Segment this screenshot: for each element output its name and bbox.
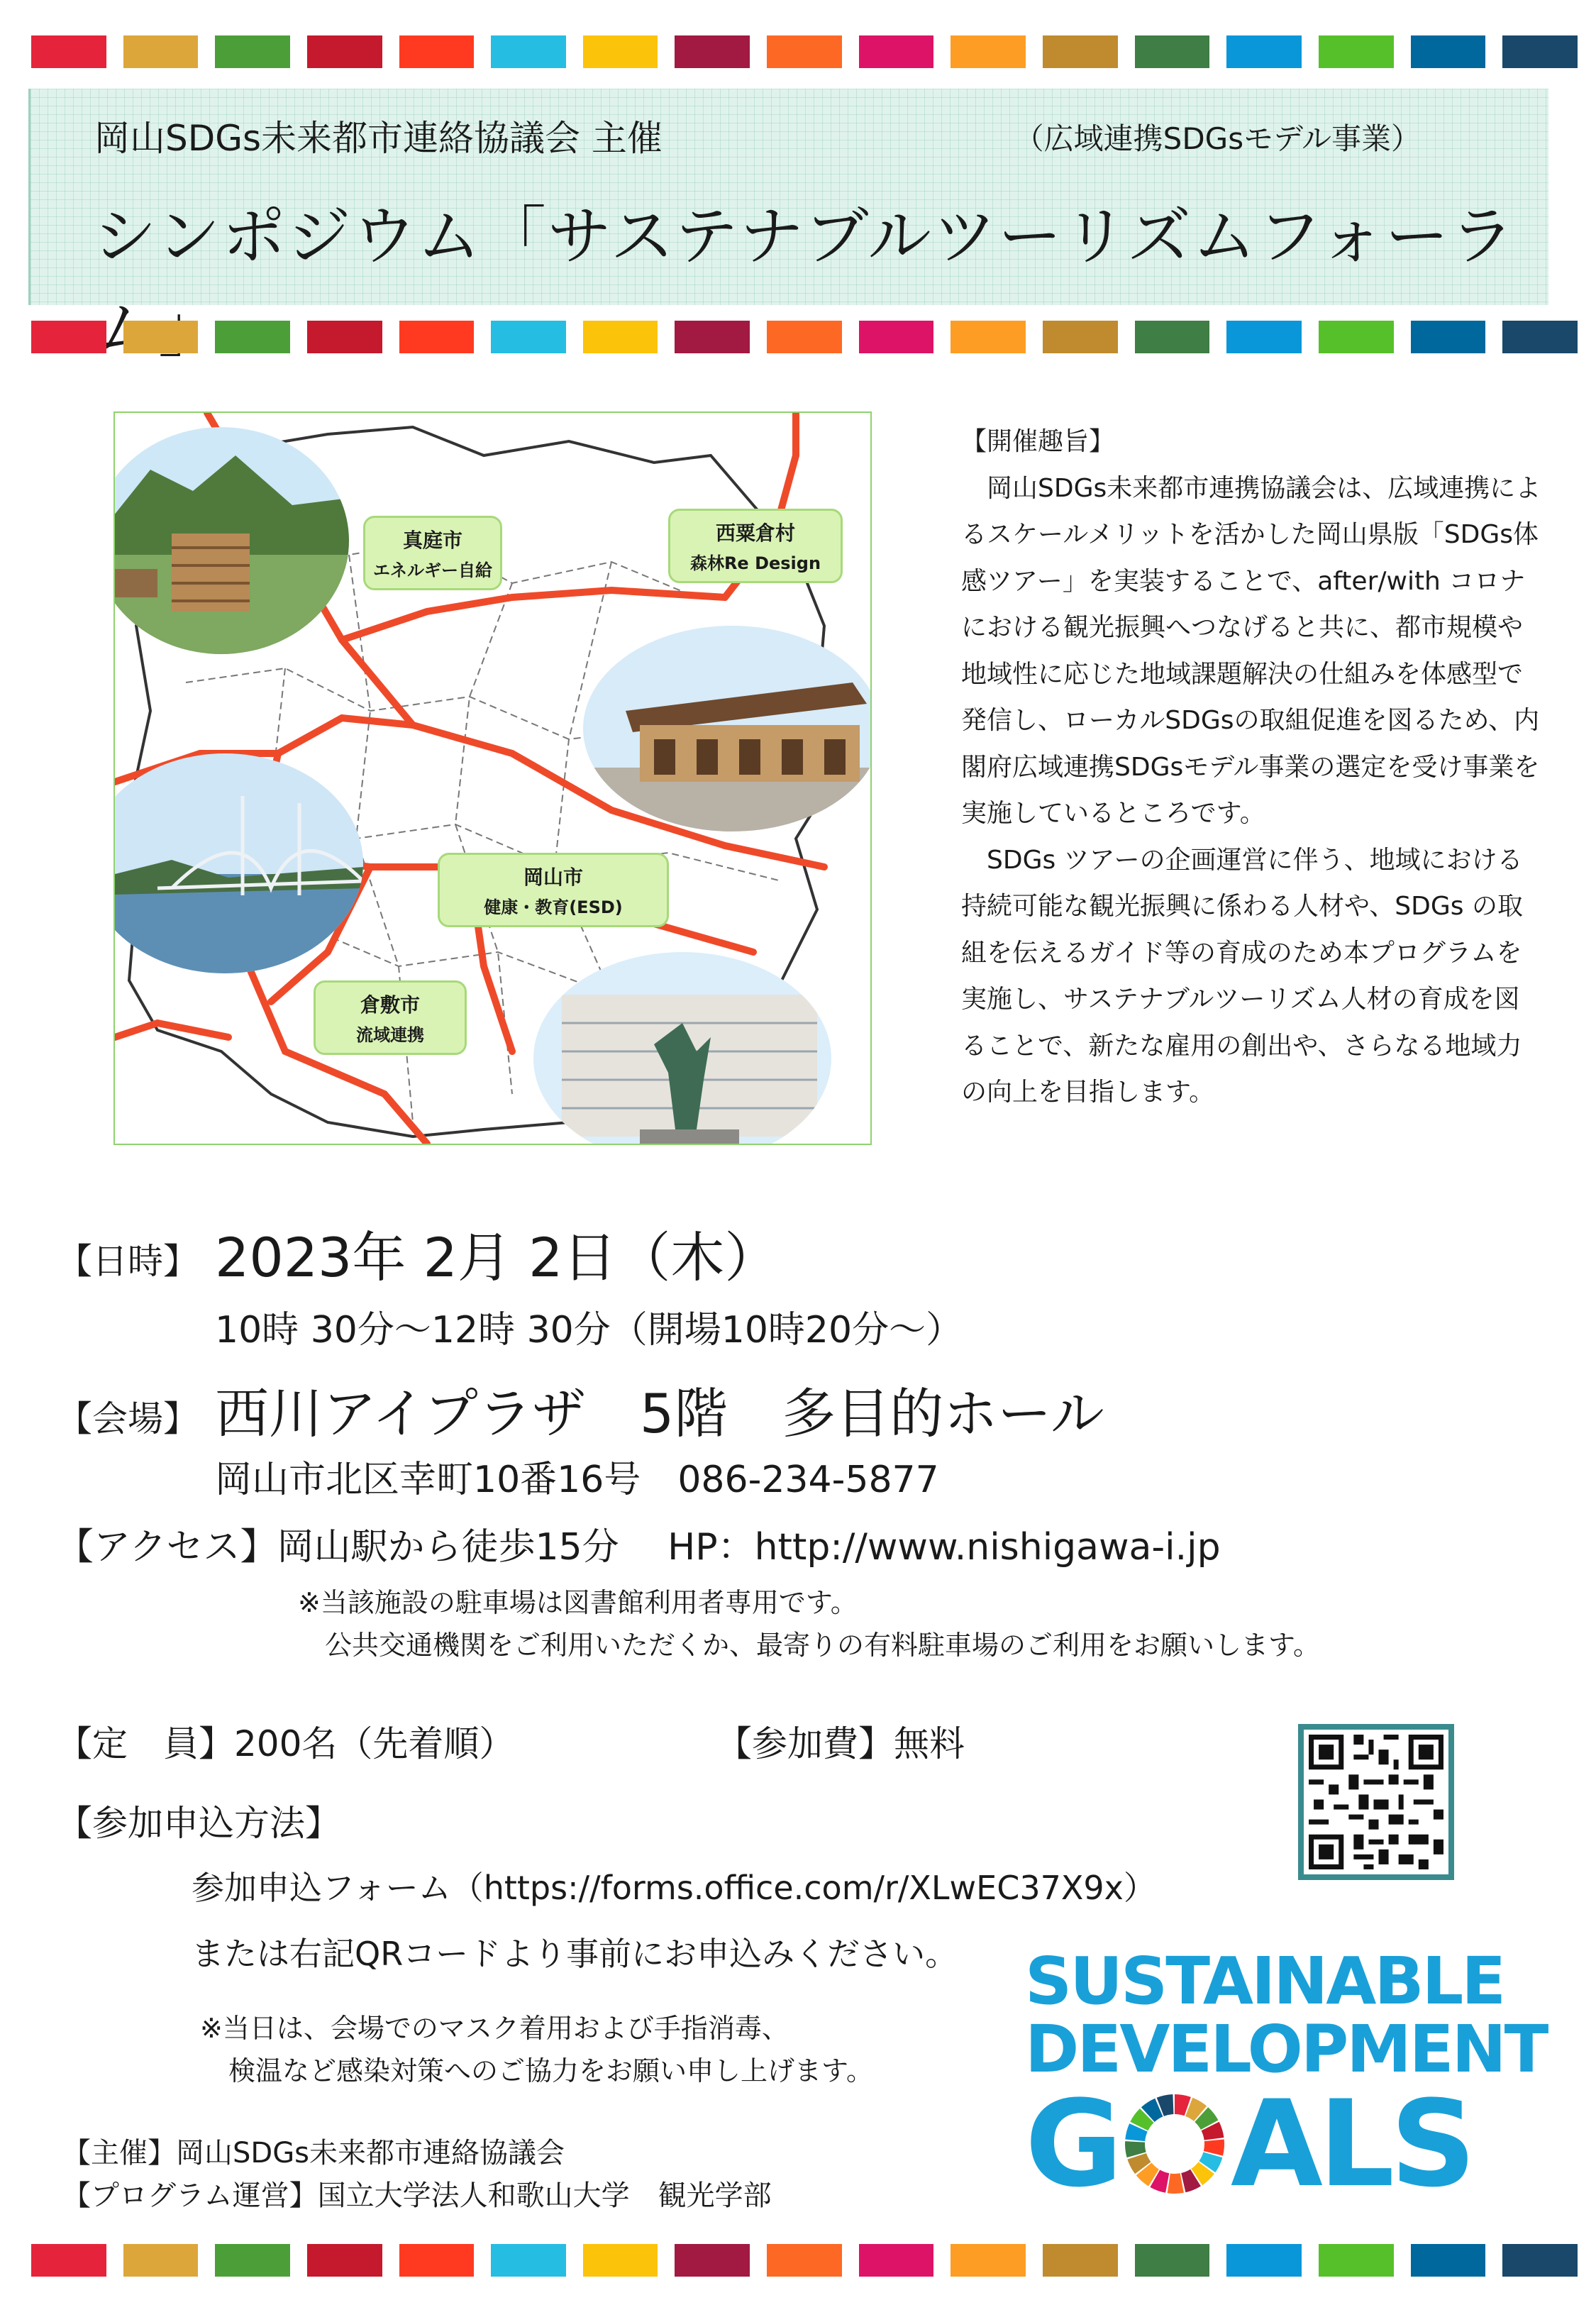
stripe-color-block [1502,2244,1578,2277]
stripe-color-block [1319,321,1394,353]
nishiawakura-photo-art [583,626,872,831]
stripe-color-block [31,35,106,68]
stripe-color-block [1411,35,1486,68]
stripe-color-block [1135,2244,1210,2277]
stripe-color-block [767,321,842,353]
stripe-color-block [307,35,382,68]
stripe-color-block [307,321,382,353]
stripe-color-block [399,321,475,353]
stripe-color-block [583,2244,658,2277]
header-banner [28,89,1548,305]
venue-address: 岡山市北区幸町10番16号 086-234-5877 [215,1459,939,1501]
okayama-map-illustration [113,411,872,1145]
stripe-color-block [951,321,1026,353]
date-label: 【日時】 [57,1241,199,1282]
apply-form-link[interactable]: 参加申込フォーム（https://forms.office.com/r/XLwEC37X9x） [192,1869,1156,1907]
stripe-color-block [1411,2244,1486,2277]
stripe-color-block [675,2244,750,2277]
stripe-color-block [859,35,934,68]
stripe-color-block [215,35,290,68]
stripe-color-block [123,35,199,68]
stripe-color-block [951,35,1026,68]
purpose-paragraph-1: 岡山SDGs未来都市連携協議会は、広域連携によるスケールメリットを活かした岡山県版「SDGs体感ツアー」を実装することで、after/with コロナにおける観光振興へつなげると共に、都市規模や地域性に応じた地域課題解決の仕組みを体感型で発信し、ローカルSDGsの取組促進を図るため、内閣府広域連携SDGsモデル事業の選定を受け事業を実施しているところです。 [961,473,1541,828]
sdgs-logo-als: ALS [1230,2074,1472,2213]
parking-note-1: ※当該施設の駐車場は図書館利用者専用です。 [298,1587,858,1618]
sdgs-logo [1025,1943,1547,2213]
stripe-color-block [399,35,475,68]
page-title: シンポジウム「サステナブルツーリズムフォーラ [93,199,1516,274]
stripe-color-block [307,2244,382,2277]
stripe-color-block [123,2244,199,2277]
stripe-color-block [123,321,199,353]
mask-note-1: ※当日は、会場でのマスク着用および手指消毒、 [200,2013,789,2044]
sdg-color-stripe-middle [31,321,1578,353]
stripe-color-block [491,2244,566,2277]
stripe-color-block [1043,321,1118,353]
sdg-color-stripe-top [31,35,1578,68]
city-label-okayama: 岡山市 健康・教育(ESD) [438,853,669,927]
sdgs-logo-line1: SUSTAINABLE [1025,1943,1504,2019]
sdgs-logo-line2: DEVELOPMENT [1025,2011,1547,2087]
event-purpose [961,419,1543,1116]
capacity-info: 【定 員】200名（先着順） [57,1723,515,1764]
fee-info: 【参加費】無料 [716,1723,965,1764]
event-date: 2023年 2月 2日（木） [215,1226,779,1289]
stripe-color-block [1502,321,1578,353]
stripe-color-block [1502,35,1578,68]
stripe-color-block [675,321,750,353]
nishiawakura-photo [583,626,872,831]
stripe-color-block [583,35,658,68]
stripe-color-block [1043,2244,1118,2277]
sdgs-logo-g: G [1025,2074,1119,2213]
stripe-color-block [1226,2244,1302,2277]
stripe-color-block [767,2244,842,2277]
parking-note-2: 公共交通機関をご利用いただくか、最寄りの有料駐車場のご利用をお願いします。 [325,1630,1320,1661]
qr-code-pattern [1304,1730,1448,1874]
venue-name: 西川アイプラザ 5階 多目的ホール [215,1382,1104,1445]
city-label-kurashiki: 倉敷市 流域連携 [314,980,467,1055]
stripe-color-block [1043,35,1118,68]
stripe-color-block [859,2244,934,2277]
stripe-color-block [31,321,106,353]
stripe-color-block [1319,2244,1394,2277]
purpose-paragraph-2: SDGs ツアーの企画運営に伴う、地域における持続可能な観光振興に係わる人材や、SDGs の取組を伝えるガイド等の育成のため本プログラムを実施し、サステナブルツーリズム人材の育成を図ることで、新たな雇用の創出や、さらなる地域力の向上を目指します。 [961,845,1523,1107]
model-project-text: （広域連携SDGsモデル事業） [1014,121,1421,156]
mask-note-2: 検温など感染対策へのご協力をお願い申し上げます。 [228,2055,873,2086]
stripe-color-block [31,2244,106,2277]
stripe-color-block [1135,35,1210,68]
stripe-color-block [1411,321,1486,353]
apply-method-label: 【参加申込方法】 [57,1803,340,1844]
city-label-nishiawakura: 西粟倉村 森林Re Design [668,509,843,583]
sdg-color-stripe-bottom [31,2244,1578,2277]
registration-qr-code[interactable] [1298,1724,1454,1880]
event-time: 10時 30分～12時 30分（開場10時20分～） [215,1309,963,1352]
venue-label: 【会場】 [57,1398,199,1439]
stripe-color-block [1319,35,1394,68]
stripe-color-block [491,321,566,353]
stripe-color-block [215,2244,290,2277]
stripe-color-block [215,321,290,353]
footer-program: 【プログラム運営】国立大学法人和歌山大学 観光学部 [62,2179,772,2212]
stripe-color-block [1135,321,1210,353]
stripe-color-block [491,35,566,68]
stripe-color-block [1226,321,1302,353]
stripe-color-block [859,321,934,353]
stripe-color-block [1226,35,1302,68]
wheel-segment [1168,2173,1184,2194]
stripe-color-block [675,35,750,68]
stripe-color-block [583,321,658,353]
sdgs-logo-line3 [1025,2074,1522,2213]
sdgs-color-wheel-icon [1121,2091,1228,2197]
purpose-heading: 【開催趣旨】 [961,427,1115,456]
footer-host: 【主催】岡山SDGs未来都市連絡協議会 [62,2137,565,2169]
stripe-color-block [399,2244,475,2277]
stripe-color-block [767,35,842,68]
organizer-text: 岡山SDGs未来都市連絡協議会 主催 [94,118,663,159]
apply-qr-text: または右記QRコードより事前にお申込みください。 [192,1935,958,1973]
city-label-maniwa: 真庭市 エネルギー自給 [363,516,502,590]
stripe-color-block [951,2244,1026,2277]
access-info: 【アクセス】岡山駅から徒歩15分 HP：http://www.nishigawa-i.jp [57,1526,1221,1569]
